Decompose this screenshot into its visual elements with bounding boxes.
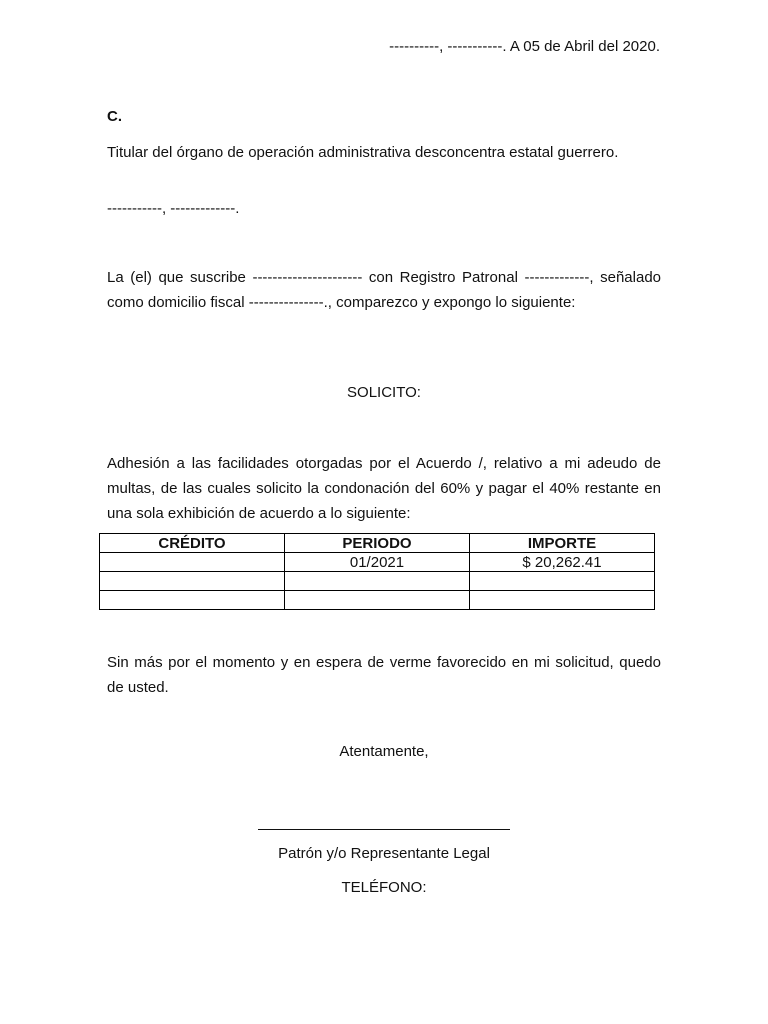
cell-credito xyxy=(100,572,285,591)
request-heading: SOLICITO: xyxy=(347,384,421,401)
header-periodo: PERIODO xyxy=(285,534,470,553)
date-line: ----------, -----------. A 05 de Abril del 2020. xyxy=(389,38,660,55)
closing-paragraph: Sin más por el momento y en espera de verme favorecido en mi solicitud, quedo de usted. xyxy=(107,654,661,696)
cell-credito xyxy=(100,553,285,572)
header-credito: CRÉDITO xyxy=(100,534,285,553)
cell-periodo: 01/2021 xyxy=(285,553,470,572)
farewell: Atentamente, xyxy=(339,743,429,760)
cell-importe xyxy=(470,591,655,610)
table-row xyxy=(100,572,655,591)
credits-table xyxy=(99,533,655,610)
signature-label: Patrón y/o Representante Legal xyxy=(278,845,490,862)
phone-label: TELÉFONO: xyxy=(341,879,427,896)
cell-periodo xyxy=(285,591,470,610)
intro-paragraph: La (el) que suscribe ---------------------- con Registro Patronal -------------, señalado como domicilio fiscal ---------------., comparezco y expongo lo siguiente: xyxy=(107,269,661,311)
request-paragraph: Adhesión a las facilidades otorgadas por el Acuerdo /, relativo a mi adeudo de multas, de las cuales solicito la condonación del 60% y pagar el 40% restante en una sola exhibición de acuerdo a lo siguiente: xyxy=(107,455,661,522)
header-importe: IMPORTE xyxy=(470,534,655,553)
table-row xyxy=(100,553,655,572)
salutation: C. xyxy=(107,108,122,125)
signature-line xyxy=(258,829,510,830)
recipient-title: Titular del órgano de operación administrativa desconcentra estatal guerrero. xyxy=(107,144,619,161)
cell-periodo xyxy=(285,572,470,591)
recipient-location: -----------, -------------. xyxy=(107,200,240,217)
cell-importe: $ 20,262.41 xyxy=(470,553,655,572)
table-header-row xyxy=(100,534,655,553)
cell-credito xyxy=(100,591,285,610)
table-row xyxy=(100,591,655,610)
cell-importe xyxy=(470,572,655,591)
